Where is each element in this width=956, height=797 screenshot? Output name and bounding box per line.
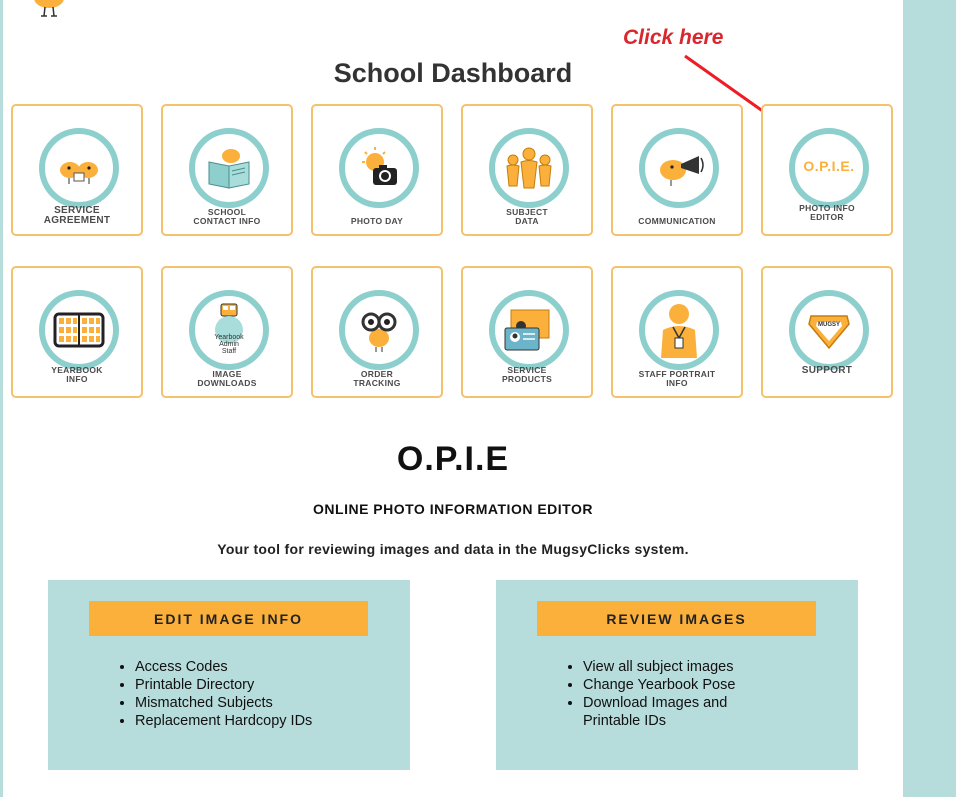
- tile-photo-day[interactable]: [311, 104, 443, 236]
- bird-book-icon: [199, 138, 259, 198]
- tile-subject-data[interactable]: [461, 104, 593, 236]
- edit-image-info-button[interactable]: EDIT IMAGE INFO: [89, 601, 368, 636]
- click-here-callout: Click here: [623, 26, 724, 49]
- tile-service-products[interactable]: [461, 266, 593, 398]
- id-card-icon: [499, 300, 559, 360]
- opie-subtitle: ONLINE PHOTO INFORMATION EDITOR: [313, 501, 593, 517]
- tile-icon-ring: [789, 290, 869, 370]
- tile-icon-ring: [39, 290, 119, 370]
- mugsy-shield-icon: [799, 300, 859, 360]
- list-item: • Download Images and Printable IDs: [583, 694, 763, 730]
- tile-icon-ring: [789, 128, 869, 208]
- review-images-panel: [496, 580, 858, 770]
- page-title: School Dashboard: [333, 58, 573, 88]
- tile-label: ORDER TRACKING: [353, 369, 401, 388]
- tile-yearbook-info[interactable]: [11, 266, 143, 398]
- tile-label: PHOTO INFO EDITOR: [799, 203, 855, 222]
- two-birds-icon: [49, 138, 109, 198]
- page: [3, 0, 903, 797]
- list-item: • Mismatched Subjects: [135, 694, 355, 712]
- tile-label: SUBJECT DATA: [506, 207, 548, 226]
- list-item: • View all subject images: [583, 658, 763, 676]
- edit-features-list: [115, 658, 355, 730]
- tile-icon-ring: [339, 290, 419, 370]
- opie-title: O.P.I.E: [396, 440, 510, 478]
- opie-icon: O.P.I.E.: [803, 158, 855, 174]
- tile-image-downloads[interactable]: [161, 266, 293, 398]
- tile-icon-ring: [489, 290, 569, 370]
- tile-label: SCHOOL CONTACT INFO: [193, 207, 261, 226]
- opie-tagline: Your tool for reviewing images and data in the MugsyClicks system.: [217, 541, 689, 557]
- tile-photo-info-editor[interactable]: [761, 104, 893, 236]
- tile-order-tracking[interactable]: [311, 266, 443, 398]
- tile-icon-ring: [189, 128, 269, 208]
- tile-staff-portrait-info[interactable]: [611, 266, 743, 398]
- tile-service-agreement[interactable]: [11, 104, 143, 236]
- tile-icon-ring: [489, 128, 569, 208]
- tile-label: SERVICE AGREEMENT: [43, 205, 111, 226]
- review-features-list: [563, 658, 763, 730]
- tile-icon-ring: [189, 290, 269, 370]
- tile-icon-ring: [39, 128, 119, 208]
- owl-binoculars-icon: [349, 300, 409, 360]
- bird-logo-icon: [27, 0, 77, 24]
- bus-caption: Yearbook Admin Staff: [214, 334, 244, 355]
- tile-school-contact-info[interactable]: [161, 104, 293, 236]
- tile-communication[interactable]: [611, 104, 743, 236]
- tile-support[interactable]: [761, 266, 893, 398]
- sun-camera-icon: [349, 138, 409, 198]
- tile-label: SUPPORT: [801, 365, 853, 376]
- tile-label: IMAGE DOWNLOADS: [197, 369, 257, 388]
- mugsy-text: MUGSY: [817, 322, 840, 328]
- tile-label: STAFF PORTRAIT INFO: [638, 369, 716, 388]
- tile-icon-ring: [639, 290, 719, 370]
- tile-label: COMMUNICATION: [638, 216, 716, 226]
- people-group-icon: [499, 138, 559, 198]
- list-item: • Printable Directory: [135, 676, 355, 694]
- bird-megaphone-icon: [649, 138, 709, 198]
- yearbook-icon: [49, 300, 109, 360]
- list-item: • Change Yearbook Pose: [583, 676, 763, 694]
- list-item: • Access Codes: [135, 658, 355, 676]
- tile-icon-ring: [639, 128, 719, 208]
- tile-label: PHOTO DAY: [350, 216, 404, 226]
- tile-icon-ring: [339, 128, 419, 208]
- list-item: • Replacement Hardcopy IDs: [135, 712, 355, 730]
- review-images-button[interactable]: REVIEW IMAGES: [537, 601, 816, 636]
- staff-lanyard-icon: [649, 300, 709, 360]
- tile-label: SERVICE PRODUCTS: [501, 365, 553, 384]
- tile-label: YEARBOOK INFO: [51, 365, 103, 384]
- edit-image-info-panel: [48, 580, 410, 770]
